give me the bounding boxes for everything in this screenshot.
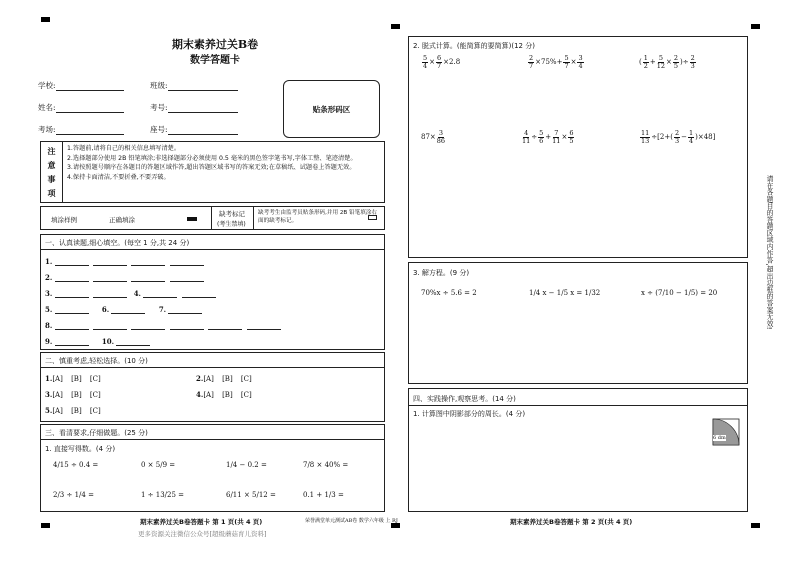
fill-example-label: 填涂样例 bbox=[51, 216, 77, 224]
choice-row-4[interactable]: 4.[A] [B] [C] bbox=[196, 390, 252, 399]
registration-mark bbox=[751, 523, 760, 528]
section-3-sub1: 1. 直接写得数。(4 分) bbox=[45, 445, 116, 453]
choice-row-2[interactable]: 2.[A] [B] [C] bbox=[196, 374, 252, 383]
section-4-title: 四、实践操作,观察思考。(14 分) bbox=[413, 395, 516, 403]
equation-1: 70%x ÷ 5.6 = 2 bbox=[421, 289, 477, 297]
mental-math-8: 0.1 + 1/3 = bbox=[303, 491, 344, 499]
blank-row-6[interactable]: 9. 10. bbox=[45, 337, 150, 346]
expr-1: $\frac{5}{4}$ × $\frac{6}{7}$ ×2.8 bbox=[423, 54, 461, 70]
notice-items: 1.答题前,请将自己的相关信息填写清楚。 2.选择题部分使用 2B 铅笔填涂;非选择题部分必须使用 0.5 毫米的黑色签字笔书写,字体工整、笔迹清楚。 3.请按照题号顺序在各题目的答题区域作答,超出答题区域书写的答案无效;在草稿纸、试题卷上答题无效。 4.保持卡面清洁,不要折叠,不要弄破。 bbox=[67, 145, 357, 181]
mental-math-5: 2/3 ÷ 1/4 = bbox=[53, 491, 94, 499]
filled-bubble-icon bbox=[187, 217, 197, 221]
section-4-q1: 1. 计算图中阴影部分的周长。(4 分) bbox=[413, 410, 526, 418]
registration-mark bbox=[751, 24, 760, 29]
blank-row-5[interactable]: 8. bbox=[45, 321, 281, 330]
page-subtitle: 数学答题卡 bbox=[190, 55, 240, 66]
section-1 bbox=[40, 234, 385, 350]
section-3-2-title: 2. 脱式计算。(能简算的要简算)(12 分) bbox=[413, 42, 535, 50]
exam-room-field[interactable]: 考场: bbox=[38, 124, 124, 135]
barcode-area: 贴条形码区 bbox=[283, 80, 380, 138]
page-title: 期末素养过关B卷 bbox=[171, 38, 259, 51]
registration-mark bbox=[391, 24, 400, 29]
fill-correct-label: 正确填涂 bbox=[109, 216, 135, 224]
fill-example-bar bbox=[40, 206, 385, 230]
section-4 bbox=[408, 388, 748, 512]
section-3-3-title: 3. 解方程。(9 分) bbox=[413, 269, 470, 277]
figure-dimension-label: 6 dm bbox=[713, 435, 726, 441]
blank-row-2[interactable]: 2. bbox=[45, 273, 204, 282]
absent-label: 缺考标记 bbox=[219, 210, 245, 218]
section-3-part-3 bbox=[408, 262, 748, 384]
page-2-footer-series: 荣誉满堂单元测试AB卷 数学六年级 上 RJ bbox=[305, 518, 398, 524]
seat-field[interactable]: 座号: bbox=[150, 124, 238, 135]
mental-math-6: 1 ÷ 13/25 = bbox=[141, 491, 185, 499]
exam-number-field[interactable]: 考号: bbox=[150, 102, 238, 113]
name-field[interactable]: 姓名: bbox=[38, 102, 124, 113]
mental-math-2: 0 × 5/9 = bbox=[141, 461, 176, 469]
mental-math-1: 4/15 ÷ 0.4 = bbox=[53, 461, 99, 469]
class-field[interactable]: 班级: bbox=[150, 80, 238, 91]
expr-4: 87× $\frac{3}{86}$ bbox=[421, 129, 446, 145]
choice-row-1[interactable]: 1.[A] [B] [C] bbox=[45, 374, 101, 383]
school-field[interactable]: 学校: bbox=[38, 80, 124, 91]
section-2 bbox=[40, 352, 385, 422]
page-2-footer: 期末素养过关B卷答题卡 第 2 页(共 4 页) bbox=[510, 518, 633, 526]
expr-2: $\frac{2}{7}$ ×75%+ $\frac{5}{7}$ × $\frac{3}{4}$ bbox=[529, 54, 583, 70]
absent-sublabel: (考生禁填) bbox=[217, 221, 246, 228]
mental-math-7: 6/11 × 5/12 = bbox=[226, 491, 276, 499]
shaded-quarter-circle-figure bbox=[709, 415, 743, 449]
expr-6: $\frac{11}{13}$ ÷[2+( $\frac{2}{3}$ − $\frac{1}{4}$ )×48] bbox=[641, 129, 716, 145]
expr-3: ( $\frac{1}{2}$ + $\frac{5}{12}$ × $\frac{2}{5}$ )÷ $\frac{2}{3}$ bbox=[639, 54, 695, 70]
section-3 bbox=[40, 424, 385, 512]
section-3-part-2 bbox=[408, 36, 748, 258]
section-3-title: 三、看清要求,仔细做题。(25 分) bbox=[45, 429, 148, 437]
registration-mark bbox=[41, 17, 50, 22]
notice-label: 注 意 事 项 bbox=[41, 142, 63, 202]
page-1-footer: 期末素养过关B卷答题卡 第 1 页(共 4 页) bbox=[140, 518, 263, 526]
absent-note: 缺考考生由监考员贴条形码,并用 2B 铅笔填涂右面的缺考标记。 bbox=[258, 210, 378, 224]
section-2-title: 二、慎重考虑,轻松选择。(10 分) bbox=[45, 357, 148, 365]
absent-bubble[interactable] bbox=[368, 215, 377, 220]
blank-row-4[interactable]: 5. 6. 7. bbox=[45, 305, 202, 314]
equation-3: x ÷ (7/10 − 1/5) = 20 bbox=[641, 289, 718, 297]
section-1-title: 一、认真读题,细心填空。(每空 1 分,共 24 分) bbox=[45, 239, 190, 247]
blank-row-3[interactable]: 3. 4. bbox=[45, 289, 216, 298]
watermark: 更多资源关注微信公众号[超级蘑菇育儿资料] bbox=[138, 530, 267, 538]
blank-row-1[interactable]: 1. bbox=[45, 257, 204, 266]
choice-row-3[interactable]: 3.[A] [B] [C] bbox=[45, 390, 101, 399]
notice-box bbox=[40, 141, 385, 203]
registration-mark bbox=[41, 523, 50, 528]
expr-5: $\frac{4}{11}$ ÷ $\frac{5}{6}$ + $\frac{7}{11}$ × $\frac{6}{5}$ bbox=[522, 129, 574, 145]
equation-2: 1/4 x − 1/5 x = 1/32 bbox=[529, 289, 601, 297]
mental-math-4: 7/8 × 40% = bbox=[303, 461, 349, 469]
mental-math-3: 1/4 − 0.2 = bbox=[226, 461, 267, 469]
side-warning: 请在各题目的答题区域内作答,超出边框的答案无效! bbox=[765, 175, 773, 330]
choice-row-5[interactable]: 5.[A] [B] [C] bbox=[45, 406, 101, 415]
